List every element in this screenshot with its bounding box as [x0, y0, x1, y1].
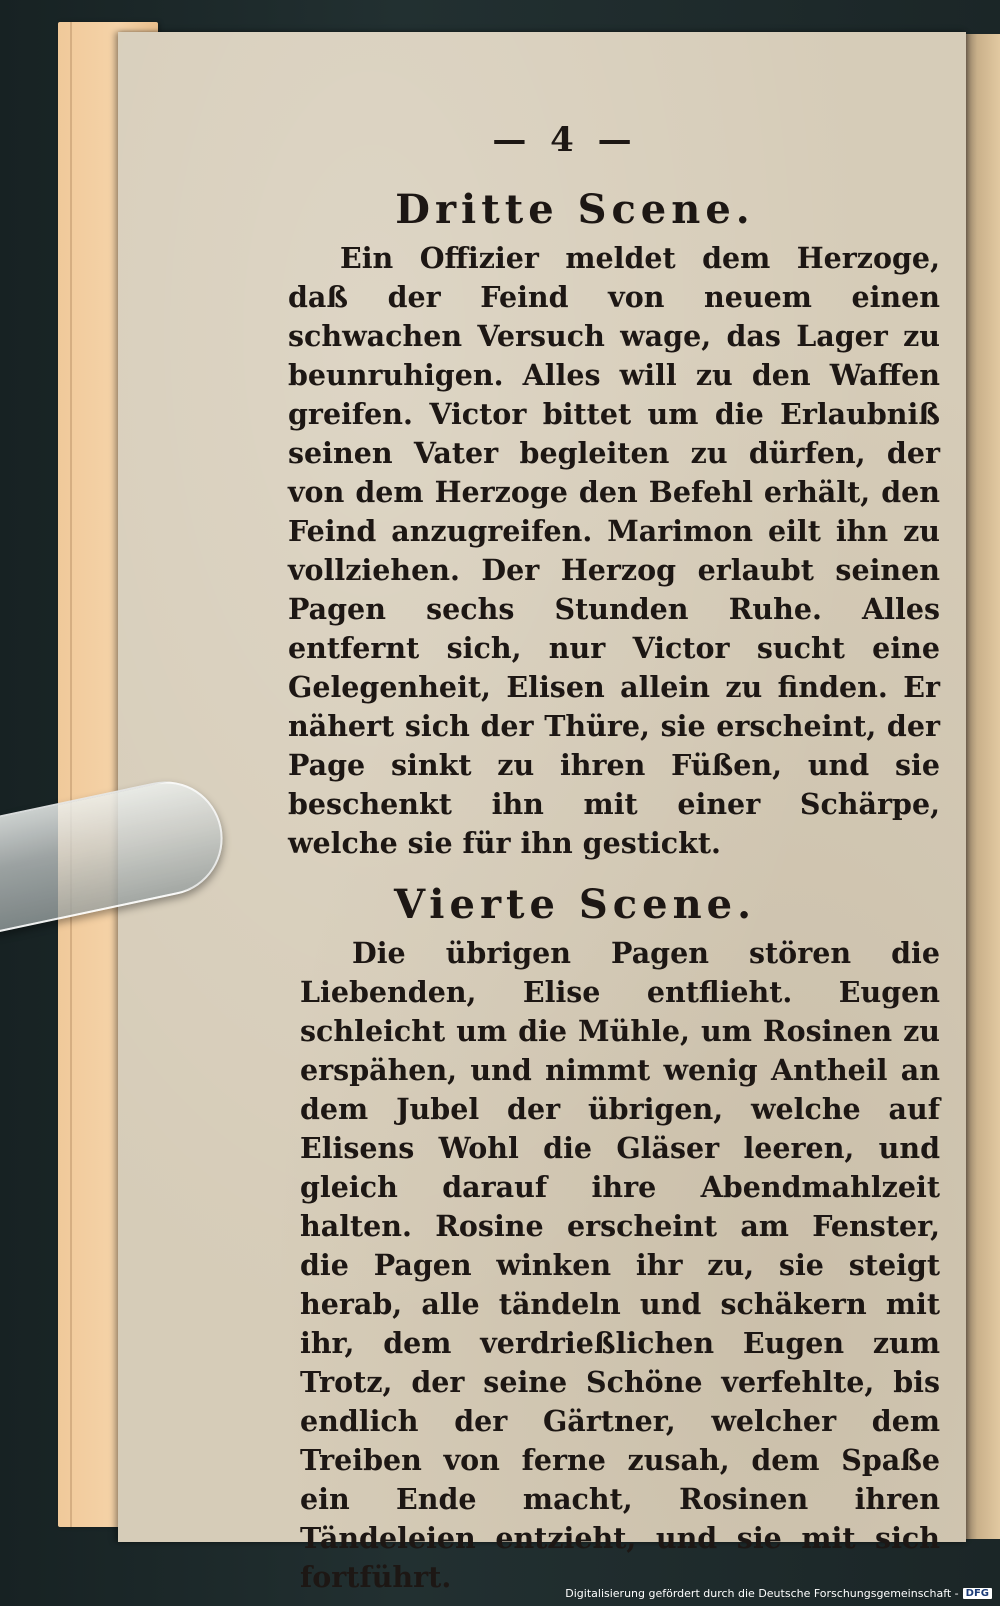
scene-4-paragraph: Die übrigen Pagen stören die Liebenden, Elise entflieht. Eugen schleicht um die Mühle, um Rosinen zu erspähen, und nimmt wenig Antheil an dem Jubel der übrigen, welche auf Elisens Wohl die Gläser leeren, und gleich darauf ihre Abendmahlzeit halten. Rosine erscheint am Fenster, die Pagen winken ihr zu, sie steigt herab, alle tändeln und schäkern mit ihr, dem verdrießlichen Eugen zum Trotz, der seine Schöne verfehlte, bis endlich der Gärtner, welcher dem Treiben von ferne zusah, dem Spaße ein Ende macht, Rosinen ihren Tändeleien entzieht, und sie mit sich fortführt.: [300, 936, 940, 1594]
page-text: [170, 120, 940, 1597]
scene-3-paragraph: Ein Offizier meldet dem Herzoge, daß der Feind von neuem einen schwachen Versuch wage, das Lager zu beunruhigen. Alles will zu den Waffen greifen. Victor bittet um die Erlaubniß seinen Vater begleiten zu dürfen, der von dem Herzoge den Befehl erhält, den Feind anzugreifen. Marimon eilt ihn zu vollziehen. Der Herzog erlaubt seinen Pagen sechs Stunden Ruhe. Alles entfernt sich, nur Victor sucht eine Gelegenheit, Elisen allein zu finden. Er nähert sich der Thüre, sie erscheint, der Page sinkt zu ihren Füßen, und sie beschenkt ihn mit einer Schärpe, welche sie für ihn gestickt.: [288, 241, 940, 860]
facing-page-edge: [965, 34, 1000, 1539]
page-number: — 4 —: [492, 120, 638, 160]
footer-credit: Digitalisierung gefördert durch die Deutsche Forschungsgemeinschaft -: [565, 1587, 959, 1600]
digitization-footer: [565, 1587, 992, 1600]
scene-4-heading: Vierte Scene.: [393, 881, 757, 928]
dfg-logo: DFG: [963, 1588, 992, 1599]
scene-3-heading: Dritte Scene.: [395, 186, 755, 233]
